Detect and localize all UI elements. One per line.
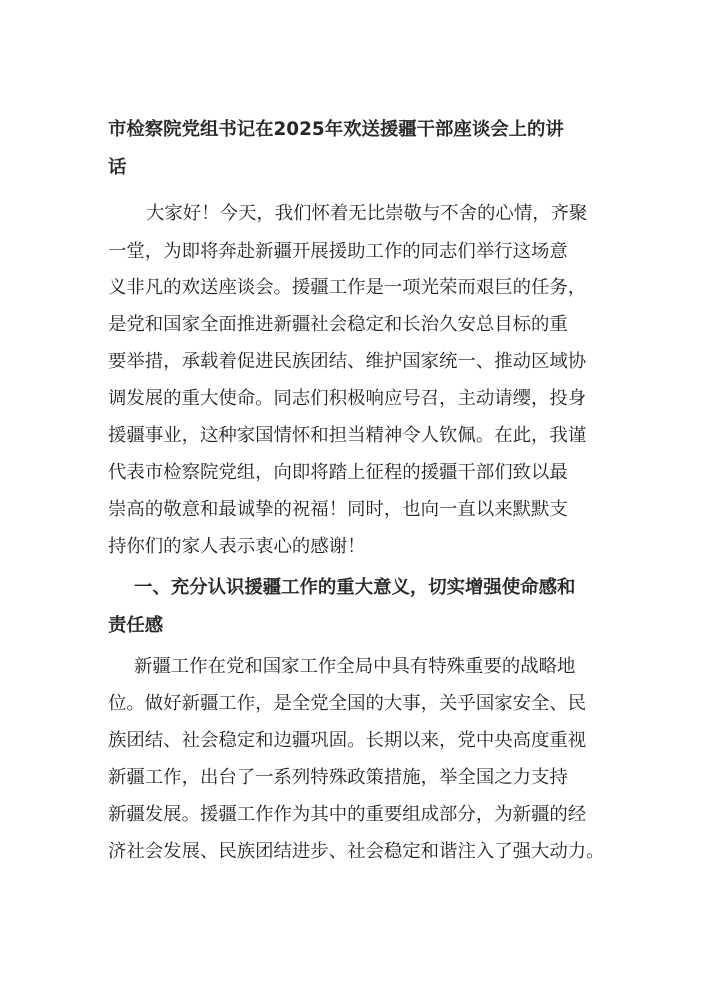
- paragraph-1-line-2: 一堂，为即将奔赴新疆开展援助工作的同志们举行这场意: [108, 241, 568, 262]
- paragraph-1-line-5: 要举措，承载着促进民族团结、维护国家统一、推动区域协: [108, 351, 587, 372]
- paragraph-1-line-3: 义非凡的欢送座谈会。援疆工作是一项光荣而艰巨的任务，: [108, 277, 587, 298]
- document-title-line-1: 市检察院党组书记在2025年欢送援疆干部座谈会上的讲: [108, 119, 564, 140]
- paragraph-2-line-6: 济社会发展、民族团结进步、社会稳定和谐注入了强大动力。: [108, 841, 605, 862]
- paragraph-1-line-4: 是党和国家全面推进新疆社会稳定和长治久安总目标的重: [108, 314, 568, 335]
- paragraph-2-line-1: 新疆工作在党和国家工作全局中具有特殊重要的战略地: [134, 656, 576, 677]
- paragraph-1-line-6: 调发展的重大使命。同志们积极响应号召，主动请缨，投身: [108, 388, 587, 409]
- paragraph-2-line-4: 新疆工作，出台了一系列特殊政策措施，举全国之力支持: [108, 767, 568, 788]
- paragraph-1-line-10: 持你们的家人表示衷心的感谢！: [108, 536, 366, 557]
- section-1-heading-line-2: 责任感: [108, 615, 164, 636]
- paragraph-2-line-5: 新疆发展。援疆工作作为其中的重要组成部分，为新疆的经: [108, 804, 587, 825]
- paragraph-1-line-1: 大家好！今天，我们怀着无比崇敬与不舍的心情，齐聚: [146, 203, 588, 224]
- document-title-line-2: 话: [108, 157, 127, 178]
- paragraph-1-line-9: 崇高的敬意和最诚挚的祝福！同时，也向一直以来默默支: [108, 499, 568, 520]
- paragraph-1-line-8: 代表市检察院党组，向即将踏上征程的援疆干部们致以最: [108, 462, 568, 483]
- paragraph-2-line-2: 位。做好新疆工作，是全党全国的大事，关乎国家安全、民: [108, 693, 587, 714]
- paragraph-2-line-3: 族团结、社会稳定和边疆巩固。长期以来，党中央高度重视: [108, 730, 587, 751]
- section-1-heading-line-1: 一、充分认识援疆工作的重大意义，切实增强使命感和: [134, 577, 576, 598]
- paragraph-1-line-7: 援疆事业，这种家国情怀和担当精神令人钦佩。在此，我谨: [108, 425, 587, 446]
